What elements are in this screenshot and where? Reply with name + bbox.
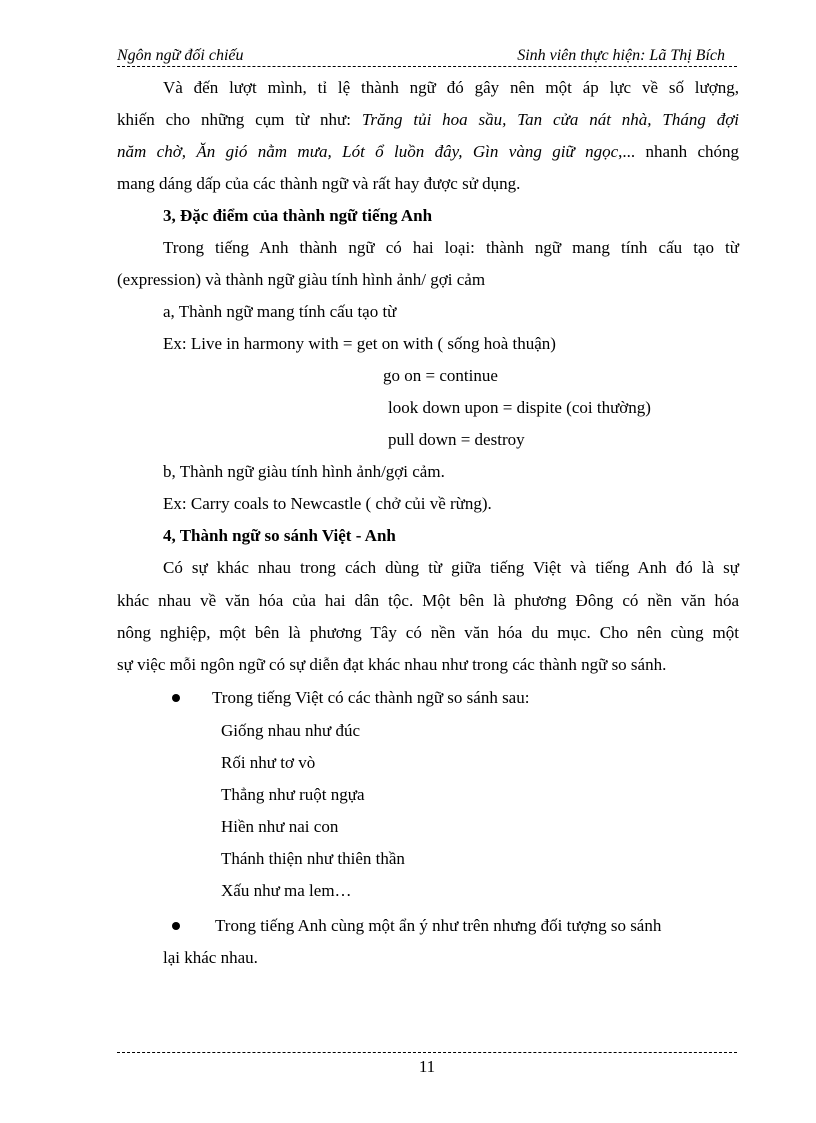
section4-line1: Có sự khác nhau trong cách dùng từ giữa tiếng Việt và tiếng Anh đó là sự	[163, 558, 739, 577]
header-student-name: Sinh viên thực hiện: Lã Thị Bích	[517, 47, 725, 64]
section3-line1: Trong tiếng Anh thành ngữ có hai loại: thành ngữ mang tính cấu tạo từ	[163, 238, 739, 257]
para1-line3	[117, 141, 739, 163]
bullet-item-english: Trong tiếng Anh cùng một ẩn ý như trên nhưng đối tượng so sánh	[215, 916, 662, 935]
idiom-item: Xấu như ma lem…	[221, 881, 352, 900]
section4-line4: sự việc mỗi ngôn ngữ có sự diễn đạt khác nhau như trong các thành ngữ so sánh.	[117, 655, 667, 674]
para1-line4: mang dáng dấp của các thành ngữ và rất hay được sử dụng.	[117, 174, 521, 193]
para1-line2-italic: Trăng tủi hoa sầu, Tan cửa nát nhà, Tháng đợi	[361, 110, 740, 129]
idiom-item: Hiền như nai con	[221, 817, 339, 836]
example-1: Ex: Live in harmony with = get on with ( sống hoà thuận)	[163, 334, 556, 353]
section3-subheading-a: a, Thành ngữ mang tính cấu tạo từ	[163, 302, 397, 321]
section3-subheading-b: b, Thành ngữ giàu tính hình ảnh/gợi cảm.	[163, 462, 445, 481]
idiom-item: Thánh thiện như thiên thần	[221, 849, 405, 868]
example-4: pull down = destroy	[388, 430, 525, 449]
para1-line3-text: ,... nhanh chóng	[618, 142, 739, 161]
idiom-item: Thẳng như ruột ngựa	[221, 785, 365, 804]
bullet-item-english-continued: lại khác nhau.	[163, 948, 258, 967]
header-course-title: Ngôn ngữ đối chiếu	[117, 47, 244, 64]
bullet-item-vietnamese: Trong tiếng Việt có các thành ngữ so sánh sau:	[212, 688, 530, 707]
footer-divider	[117, 1052, 737, 1053]
idiom-item: Rối như tơ vò	[221, 753, 316, 772]
para1-line3-italic: năm chờ, Ăn gió nằm mưa, Lót ổ luồn đây, Gìn vàng giữ ngọc	[117, 142, 619, 161]
page-number: 11	[418, 1057, 436, 1076]
bullet-icon	[172, 922, 180, 930]
section4-line3: nông nghiệp, một bên là phương Tây có nền văn hóa du mục. Cho nên cùng một	[117, 623, 739, 642]
section4-heading: 4, Thành ngữ so sánh Việt - Anh	[163, 526, 396, 545]
section3-heading: 3, Đặc điểm của thành ngữ tiếng Anh	[163, 206, 433, 225]
example-3: look down upon = dispite (coi thường)	[388, 398, 651, 417]
idiom-item: Giống nhau như đúc	[221, 721, 361, 740]
example-2: go on = continue	[383, 366, 498, 385]
header-divider	[117, 66, 737, 67]
page-header	[117, 44, 737, 68]
para1-line1: Và đến lượt mình, tỉ lệ thành ngữ đó gây nên một áp lực về số lượng,	[163, 78, 739, 97]
bullet-icon	[172, 694, 180, 702]
para1-line2	[117, 109, 739, 131]
para1-line2-text: khiến cho những cụm từ như:	[117, 110, 362, 129]
section4-line2: khác nhau về văn hóa của hai dân tộc. Một bên là phương Đông có nền văn hóa	[117, 591, 739, 610]
example-5: Ex: Carry coals to Newcastle ( chở củi về rừng).	[163, 494, 492, 513]
section3-line2: (expression) và thành ngữ giàu tính hình ảnh/ gợi cảm	[117, 270, 486, 289]
